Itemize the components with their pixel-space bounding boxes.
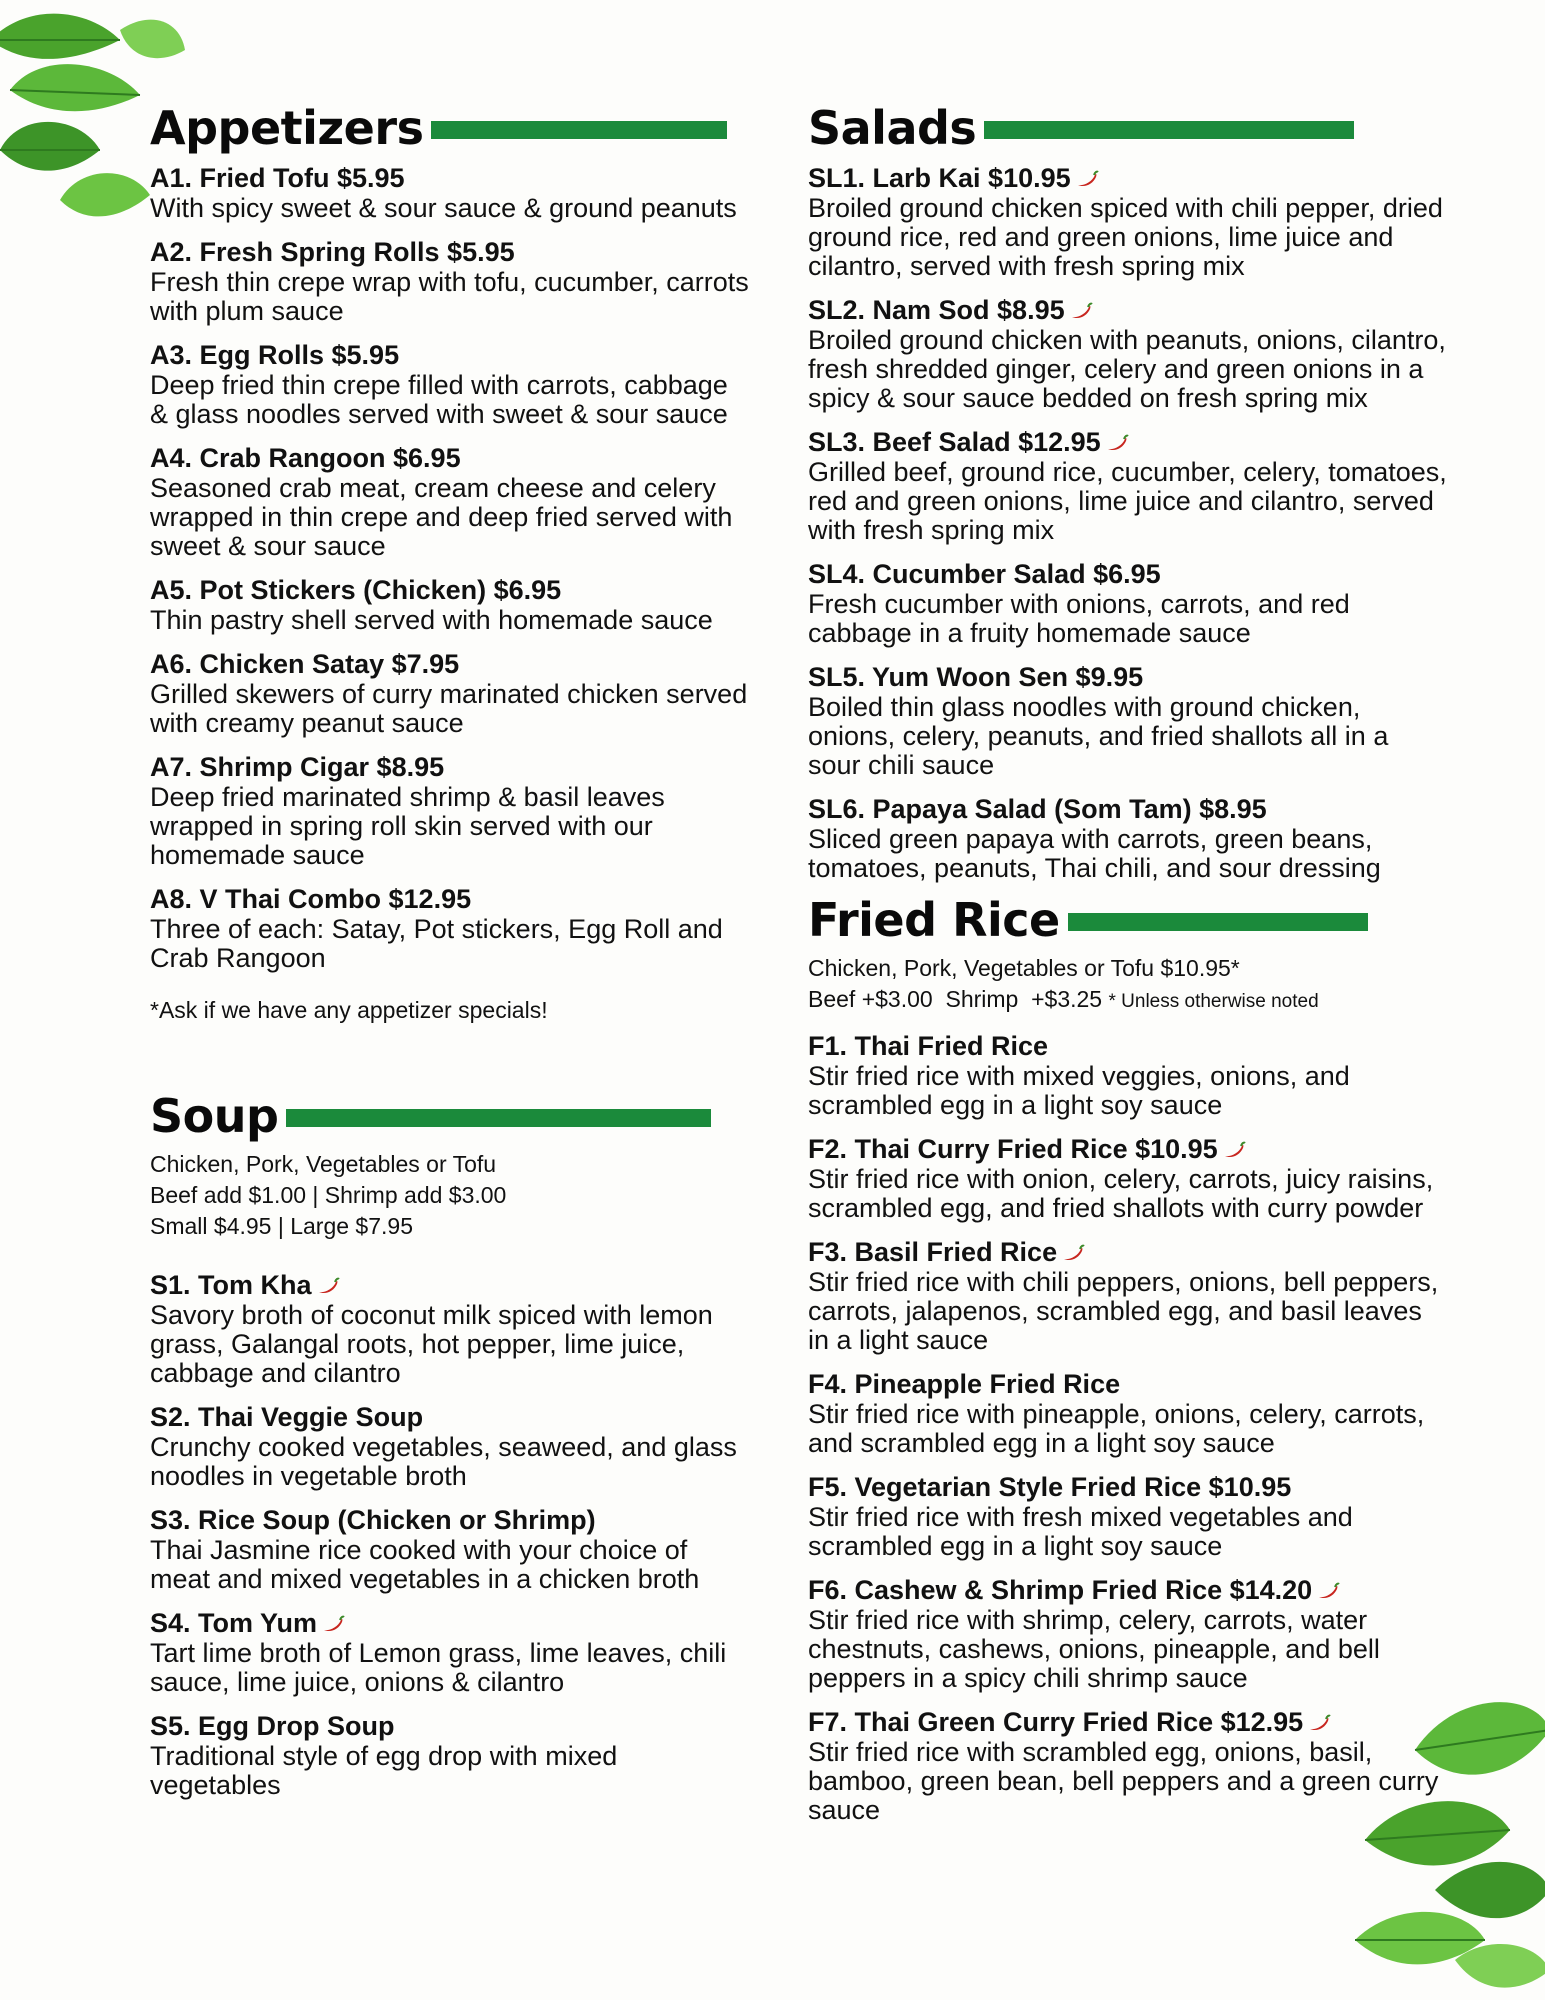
menu-item bbox=[808, 1237, 1448, 1355]
menu-item bbox=[808, 1575, 1448, 1693]
menu-item bbox=[150, 649, 750, 738]
chili-pepper-icon bbox=[1105, 434, 1129, 452]
menu-item-title bbox=[150, 752, 750, 783]
menu-item bbox=[808, 794, 1448, 883]
menu-item-description: Seasoned crab meat, cream cheese and celery wrapped in thin crepe and deep fried served with sweet & sour sauce bbox=[150, 473, 733, 561]
menu-item bbox=[150, 237, 750, 326]
appetizers-title: Appetizers bbox=[150, 101, 424, 155]
menu-item-description: Fresh cucumber with onions, carrots, and red cabbage in a fruity homemade sauce bbox=[808, 589, 1350, 648]
menu-item-description: Fresh thin crepe wrap with tofu, cucumber, carrots with plum sauce bbox=[150, 267, 749, 326]
soup-title: Soup bbox=[150, 1089, 279, 1143]
soup-options-note bbox=[150, 1149, 750, 1242]
menu-item-name: A8. V Thai Combo $12.95 bbox=[150, 884, 472, 914]
menu-item bbox=[808, 1031, 1448, 1120]
menu-item-name: SL1. Larb Kai $10.95 bbox=[808, 163, 1071, 193]
section-header bbox=[150, 1089, 750, 1143]
menu-item-name: F5. Vegetarian Style Fried Rice $10.95 bbox=[808, 1472, 1292, 1502]
menu-item-title bbox=[808, 794, 1448, 825]
green-divider-bar bbox=[431, 121, 727, 139]
menu-item-description: Broiled ground chicken spiced with chili pepper, dried ground rice, red and green onions, lime juice and cilantro, served with fresh spring mix bbox=[808, 193, 1443, 281]
menu-item-title bbox=[150, 340, 750, 371]
menu-item-title bbox=[808, 662, 1448, 693]
salads-section bbox=[808, 101, 1448, 883]
menu-item-description: Stir fried rice with chili peppers, onions, bell peppers, carrots, jalapenos, scrambled egg, and basil leaves in a light sauce bbox=[808, 1267, 1439, 1355]
chili-pepper-icon bbox=[1061, 1244, 1085, 1262]
soup-note-sizes: Small $4.95 | Large $7.95 bbox=[150, 1213, 413, 1239]
chili-pepper-icon bbox=[321, 1615, 345, 1633]
right-column bbox=[808, 101, 1448, 1839]
menu-item-description: Three of each: Satay, Pot stickers, Egg Roll and Crab Rangoon bbox=[150, 914, 723, 973]
menu-item-name: F3. Basil Fried Rice bbox=[808, 1237, 1058, 1267]
green-divider-bar bbox=[984, 121, 1354, 139]
menu-item-name: S2. Thai Veggie Soup bbox=[150, 1402, 424, 1432]
chili-pepper-icon bbox=[1222, 1141, 1246, 1159]
menu-item-title bbox=[808, 163, 1448, 194]
menu-item-title bbox=[150, 884, 750, 915]
menu-item-title bbox=[808, 1369, 1448, 1400]
menu-item-name: F6. Cashew & Shrimp Fried Rice $14.20 bbox=[808, 1575, 1313, 1605]
chili-pepper-icon bbox=[1069, 302, 1093, 320]
menu-item-description: Stir fried rice with pineapple, onions, celery, carrots, and scrambled egg in a light soy sauce bbox=[808, 1399, 1425, 1458]
menu-item bbox=[808, 1134, 1448, 1223]
menu-item-title bbox=[150, 237, 750, 268]
menu-item-title bbox=[150, 575, 750, 606]
menu-item-name: F7. Thai Green Curry Fried Rice $12.95 bbox=[808, 1707, 1304, 1737]
menu-item-title bbox=[150, 649, 750, 680]
menu-item-name: F4. Pineapple Fried Rice bbox=[808, 1369, 1121, 1399]
fried-rice-note-addons bbox=[808, 984, 1448, 1017]
menu-item-title bbox=[808, 295, 1448, 326]
menu-item-name: F1. Thai Fried Rice bbox=[808, 1031, 1049, 1061]
fried-rice-note-disclaimer: * Unless otherwise noted bbox=[1108, 991, 1319, 1012]
salads-title: Salads bbox=[808, 101, 977, 155]
menu-item-name: A3. Egg Rolls $5.95 bbox=[150, 340, 400, 370]
menu-item bbox=[808, 662, 1448, 780]
menu-item bbox=[150, 163, 750, 223]
menu-item-title bbox=[808, 1472, 1448, 1503]
menu-item-description: Thin pastry shell served with homemade sauce bbox=[150, 605, 713, 635]
menu-item-description: Boiled thin glass noodles with ground chicken, onions, celery, peanuts, and fried shallots all in a sour chili sauce bbox=[808, 692, 1389, 780]
menu-item-title bbox=[808, 1134, 1448, 1165]
menu-item bbox=[808, 1707, 1448, 1825]
menu-item-title bbox=[808, 1237, 1448, 1268]
fried-rice-title: Fried Rice bbox=[808, 893, 1060, 947]
menu-item-description: Tart lime broth of Lemon grass, lime leaves, chili sauce, lime juice, onions & cilantro bbox=[150, 1638, 727, 1697]
menu-item bbox=[808, 1369, 1448, 1458]
menu-item-name: S5. Egg Drop Soup bbox=[150, 1711, 395, 1741]
menu-item bbox=[150, 884, 750, 973]
menu-item-description: Stir fried rice with fresh mixed vegetables and scrambled egg in a light soy sauce bbox=[808, 1502, 1353, 1561]
menu-item-name: A5. Pot Stickers (Chicken) $6.95 bbox=[150, 575, 562, 605]
chili-pepper-icon bbox=[1316, 1582, 1340, 1600]
menu-item-title bbox=[150, 443, 750, 474]
menu-item-name: A2. Fresh Spring Rolls $5.95 bbox=[150, 237, 515, 267]
menu-item bbox=[150, 752, 750, 870]
menu-item-title bbox=[808, 559, 1448, 590]
menu-item-title bbox=[150, 1402, 750, 1433]
menu-item bbox=[150, 1505, 750, 1594]
menu-item-description: Sliced green papaya with carrots, green beans, tomatoes, peanuts, Thai chili, and sour dressing bbox=[808, 824, 1381, 883]
menu-item-name: SL3. Beef Salad $12.95 bbox=[808, 427, 1101, 457]
menu-item bbox=[150, 443, 750, 561]
menu-item-title bbox=[808, 1707, 1448, 1738]
menu-item-title bbox=[150, 1711, 750, 1742]
menu-item-description: Deep fried thin crepe filled with carrots, cabbage & glass noodles served with sweet & sour sauce bbox=[150, 370, 728, 429]
soup-note-addons: Beef add $1.00 | Shrimp add $3.00 bbox=[150, 1182, 507, 1208]
soup-section bbox=[150, 1089, 750, 1800]
menu-item-description: Stir fried rice with scrambled egg, onions, basil, bamboo, green bean, bell peppers and a green curry sauce bbox=[808, 1737, 1439, 1825]
section-header bbox=[150, 101, 750, 155]
menu-item-name: A4. Crab Rangoon $6.95 bbox=[150, 443, 461, 473]
menu-item-name: S3. Rice Soup (Chicken or Shrimp) bbox=[150, 1505, 596, 1535]
menu-item-name: SL4. Cucumber Salad $6.95 bbox=[808, 559, 1161, 589]
menu-item-description: Crunchy cooked vegetables, seaweed, and glass noodles in vegetable broth bbox=[150, 1432, 737, 1491]
appetizer-footnote: *Ask if we have any appetizer specials! bbox=[150, 997, 548, 1023]
green-divider-bar bbox=[286, 1109, 711, 1127]
menu-item-name: A6. Chicken Satay $7.95 bbox=[150, 649, 460, 679]
menu-item bbox=[150, 1402, 750, 1491]
menu-item-description: Traditional style of egg drop with mixed vegetables bbox=[150, 1741, 618, 1800]
menu-item-title bbox=[150, 1608, 750, 1639]
green-divider-bar bbox=[1068, 913, 1368, 931]
chili-pepper-icon bbox=[1075, 170, 1099, 188]
menu-item-name: SL2. Nam Sod $8.95 bbox=[808, 295, 1065, 325]
menu-item bbox=[150, 575, 750, 635]
fried-rice-list bbox=[808, 1031, 1448, 1825]
fried-rice-section bbox=[808, 893, 1448, 1825]
left-column bbox=[150, 101, 750, 1814]
fried-rice-note-base-price: Chicken, Pork, Vegetables or Tofu $10.95* bbox=[808, 955, 1240, 981]
menu-item-description: Grilled skewers of curry marinated chicken served with creamy peanut sauce bbox=[150, 679, 748, 738]
menu-item-title bbox=[150, 163, 750, 194]
menu-item-title bbox=[150, 1505, 750, 1536]
menu-item-title bbox=[808, 427, 1448, 458]
chili-pepper-icon bbox=[1307, 1714, 1331, 1732]
menu-item-name: SL6. Papaya Salad (Som Tam) $8.95 bbox=[808, 794, 1267, 824]
soup-note-proteins: Chicken, Pork, Vegetables or Tofu bbox=[150, 1151, 497, 1177]
menu-item-description: Broiled ground chicken with peanuts, onions, cilantro, fresh shredded ginger, celery and green onions in a spicy & sour sauce bedded on fresh spring mix bbox=[808, 325, 1446, 413]
menu-item-name: A7. Shrimp Cigar $8.95 bbox=[150, 752, 445, 782]
appetizers-list bbox=[150, 163, 750, 973]
menu-item-title bbox=[808, 1031, 1448, 1062]
menu-item bbox=[150, 1711, 750, 1800]
menu-item-name: S1. Tom Kha bbox=[150, 1270, 312, 1300]
fried-rice-note-addon-prices: Beef +$3.00 Shrimp +$3.25 bbox=[808, 986, 1103, 1012]
menu-item-description: Grilled beef, ground rice, cucumber, celery, tomatoes, red and green onions, lime juice and cilantro, served with fresh spring mix bbox=[808, 457, 1447, 545]
menu-item bbox=[808, 295, 1448, 413]
menu-item bbox=[808, 163, 1448, 281]
fried-rice-options-note bbox=[808, 953, 1448, 1017]
appetizers-section bbox=[150, 101, 750, 1025]
menu-item-description: Thai Jasmine rice cooked with your choice of meat and mixed vegetables in a chicken broth bbox=[150, 1535, 700, 1594]
menu-item-name: SL5. Yum Woon Sen $9.95 bbox=[808, 662, 1144, 692]
menu-item-title bbox=[150, 1270, 750, 1301]
menu-item-name: F2. Thai Curry Fried Rice $10.95 bbox=[808, 1134, 1218, 1164]
menu-item bbox=[808, 559, 1448, 648]
salads-list bbox=[808, 163, 1448, 883]
section-header bbox=[808, 893, 1448, 947]
menu-item bbox=[808, 1472, 1448, 1561]
menu-item-description: Savory broth of coconut milk spiced with lemon grass, Galangal roots, hot pepper, lime juice, cabbage and cilantro bbox=[150, 1300, 713, 1388]
menu-item-description: Stir fried rice with shrimp, celery, carrots, water chestnuts, cashews, onions, pineapple, and bell peppers in a spicy chili shrimp sauce bbox=[808, 1605, 1380, 1693]
menu-item-name: S4. Tom Yum bbox=[150, 1608, 318, 1638]
soup-list bbox=[150, 1270, 750, 1800]
menu-item bbox=[150, 1270, 750, 1388]
menu-item-description: Stir fried rice with mixed veggies, onions, and scrambled egg in a light soy sauce bbox=[808, 1061, 1350, 1120]
menu-item-description: Deep fried marinated shrimp & basil leaves wrapped in spring roll skin served with our homemade sauce bbox=[150, 782, 665, 870]
menu-item-description: Stir fried rice with onion, celery, carrots, juicy raisins, scrambled egg, and fried shallots with curry powder bbox=[808, 1164, 1434, 1223]
menu-item-description: With spicy sweet & sour sauce & ground peanuts bbox=[150, 193, 737, 223]
menu-item-name: A1. Fried Tofu $5.95 bbox=[150, 163, 405, 193]
menu-item bbox=[808, 427, 1448, 545]
menu-item bbox=[150, 1608, 750, 1697]
section-header bbox=[808, 101, 1448, 155]
menu-item-title bbox=[808, 1575, 1448, 1606]
menu-item bbox=[150, 340, 750, 429]
chili-pepper-icon bbox=[316, 1277, 340, 1295]
